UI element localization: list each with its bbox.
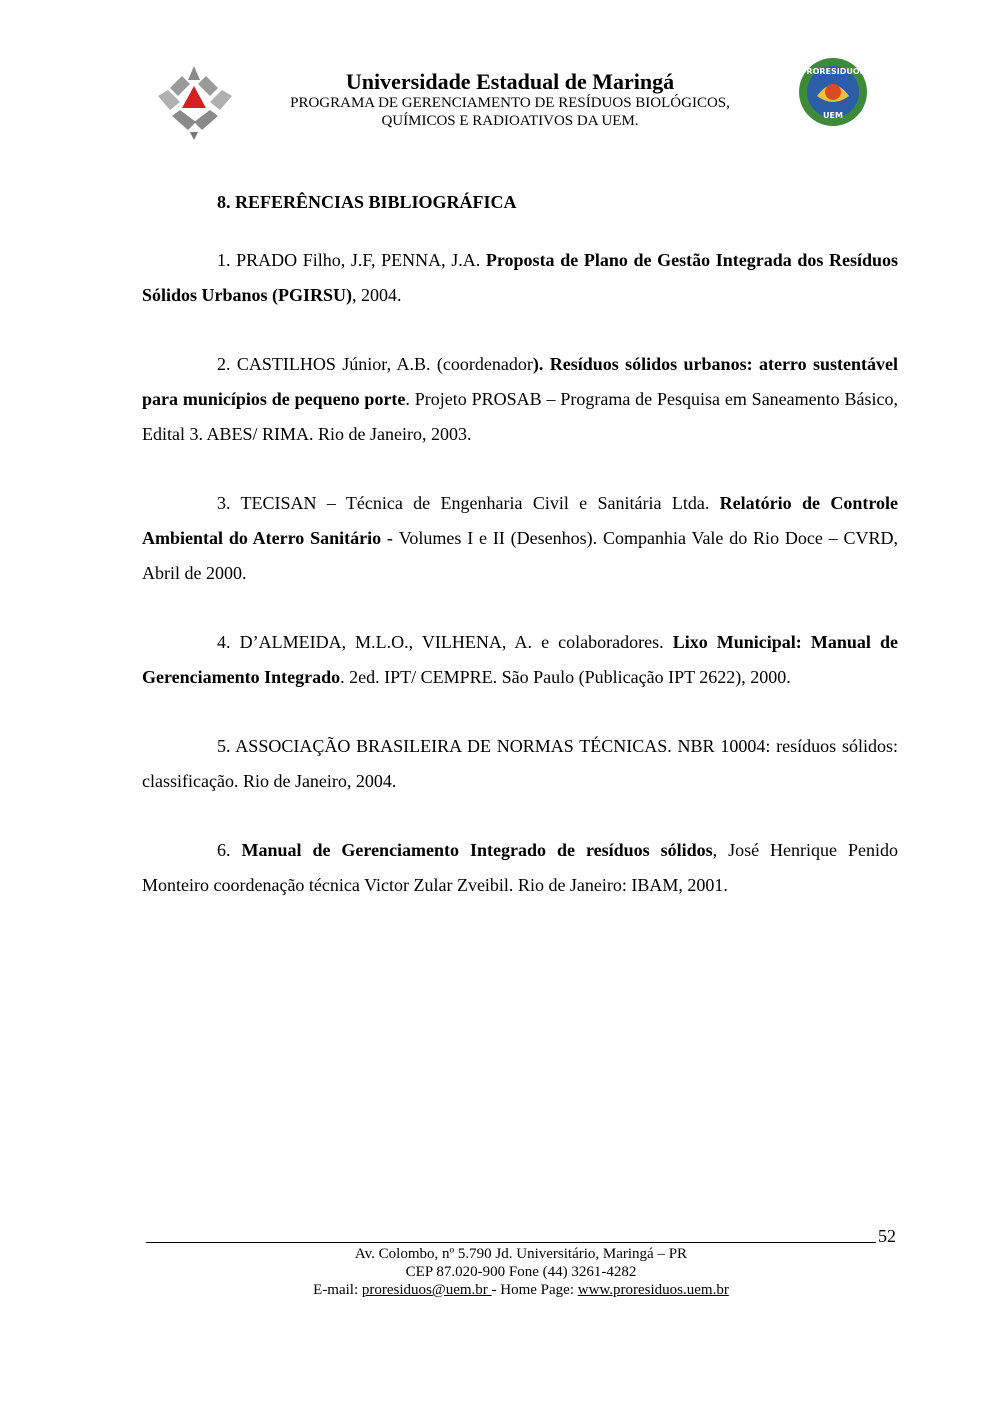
- reference-text: . 2ed. IPT/ CEMPRE. São Paulo (Publicação IPT 2622), 2000.: [340, 667, 791, 687]
- reference-title: Proposta de Plano de Gestão Integrada dos Resíduos Sólidos Urbanos (PGIRSU): [142, 250, 898, 305]
- homepage-label: - Home Page:: [491, 1282, 578, 1298]
- reference-title: Relatório de Controle Ambiental do Aterro Sanitário -: [142, 493, 898, 548]
- reference-text: Volumes I e II (Desenhos). Companhia Vale do Rio Doce – CVRD, Abril de 2000.: [142, 528, 899, 583]
- reference-text: 5. ASSOCIAÇÃO BRASILEIRA DE NORMAS TÉCNICAS. NBR 10004: resíduos sólidos: classificação. Rio de Janeiro, 2004.: [142, 736, 898, 791]
- reference-text: 4. D’ALMEIDA, M.L.O., VILHENA, A. e colaboradores.: [217, 632, 673, 652]
- email-label: E-mail:: [313, 1282, 362, 1298]
- footer-contact: [146, 1281, 896, 1299]
- reference-text: 6.: [217, 840, 242, 860]
- email-link[interactable]: proresiduos@uem.br: [361, 1282, 492, 1298]
- page-footer: [146, 1245, 896, 1299]
- reference-title: Manual de Gerenciamento Integrado de resíduos sólidos: [241, 840, 713, 860]
- footer-cep-phone: CEP 87.020-900 Fone (44) 3261-4282: [405, 1264, 637, 1280]
- reference-text: 3. TECISAN – Técnica de Engenharia Civil e Sanitária Ltda.: [217, 493, 720, 513]
- reference-item: [142, 243, 898, 313]
- section-title: 8. REFERÊNCIAS BIBLIOGRÁFICA: [217, 192, 517, 212]
- reference-text: , 2004.: [352, 285, 402, 305]
- uem-logo: [152, 56, 238, 140]
- reference-list: [142, 243, 898, 937]
- reference-item: [142, 347, 898, 452]
- proresiduos-logo: [797, 56, 869, 128]
- university-name: Universidade Estadual de Maringá: [345, 69, 675, 94]
- page-header: [240, 70, 780, 130]
- page-number: 52: [878, 1226, 896, 1246]
- reference-title: Lixo Municipal: Manual de Gerenciamento Integrado: [142, 632, 898, 687]
- reference-item: [142, 625, 898, 695]
- logo-lettering: PRORESIDUOS: [800, 67, 866, 76]
- program-line-2: QUÍMICOS E RADIOATIVOS DA UEM.: [381, 113, 639, 129]
- reference-item: [142, 486, 898, 591]
- program-line-1: PROGRAMA DE GERENCIAMENTO DE RESÍDUOS BIOLÓGICOS,: [290, 95, 730, 111]
- reference-text: . Projeto PROSAB – Programa de Pesquisa em Saneamento Básico, Edital 3. ABES/ RIMA. Rio de Janeiro, 2003.: [142, 389, 898, 444]
- reference-text: 1. PRADO Filho, J.F, PENNA, J.A.: [217, 250, 486, 270]
- reference-item: [142, 729, 898, 799]
- reference-title: ). Resíduos sólidos urbanos: aterro sustentável para municípios de pequeno porte: [142, 354, 898, 409]
- footer-address: Av. Colombo, nº 5.790 Jd. Universitário, Maringá – PR: [354, 1246, 688, 1262]
- footer-divider: [146, 1242, 876, 1243]
- reference-text: 2. CASTILHOS Júnior, A.B. (coordenador: [217, 354, 533, 374]
- reference-item: [142, 833, 898, 903]
- reference-text: , José Henrique Penido Monteiro coordenação técnica Victor Zular Zveibil. Rio de Janeiro: IBAM, 2001.: [142, 840, 898, 895]
- logo-lettering-sub: UEM: [823, 111, 843, 120]
- homepage-link[interactable]: www.proresiduos.uem.br: [577, 1282, 729, 1298]
